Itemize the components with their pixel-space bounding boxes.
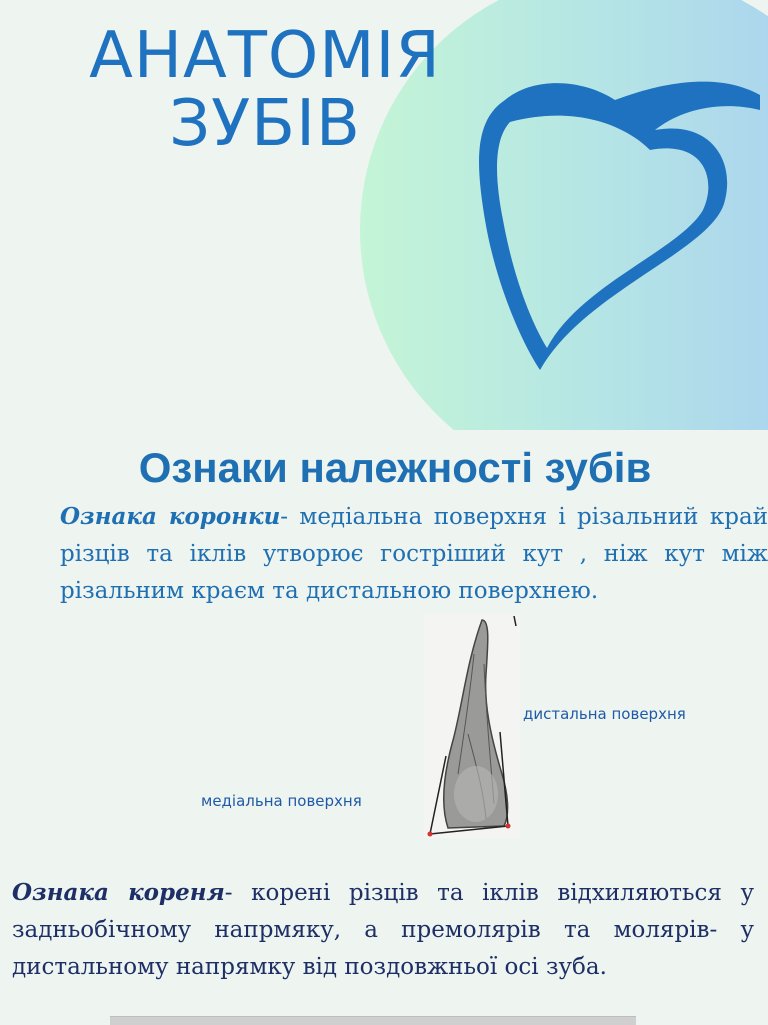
title-line-2: ЗУБІВ (169, 87, 361, 161)
crown-text: - медіальна поверхня і різальний край різців та іклів утворює гостріший кут , ніж кут між різальним краєм та дистальною поверхнею. (60, 504, 768, 604)
crown-sign-paragraph (60, 498, 768, 610)
section-heading: Ознаки належності зубів (138, 444, 652, 491)
tooth-icon (465, 70, 765, 375)
root-text: - корені різців та іклів відхиляються у задньобічному напрмяку, а премолярів та молярів- у дистальному напрямку від поздовжньої осі зуба. (12, 880, 754, 980)
distal-surface-label: дистальна поверхня (523, 705, 686, 723)
title-line-1: АНАТОМІЯ (89, 19, 441, 93)
incisor-tooth-image (424, 614, 520, 838)
page-title (60, 19, 470, 161)
root-term: Ознака кореня (12, 879, 225, 906)
root-sign-paragraph (12, 874, 754, 986)
crown-term: Ознака коронки (60, 503, 281, 530)
medial-surface-label: медіальна поверхня (201, 792, 362, 810)
